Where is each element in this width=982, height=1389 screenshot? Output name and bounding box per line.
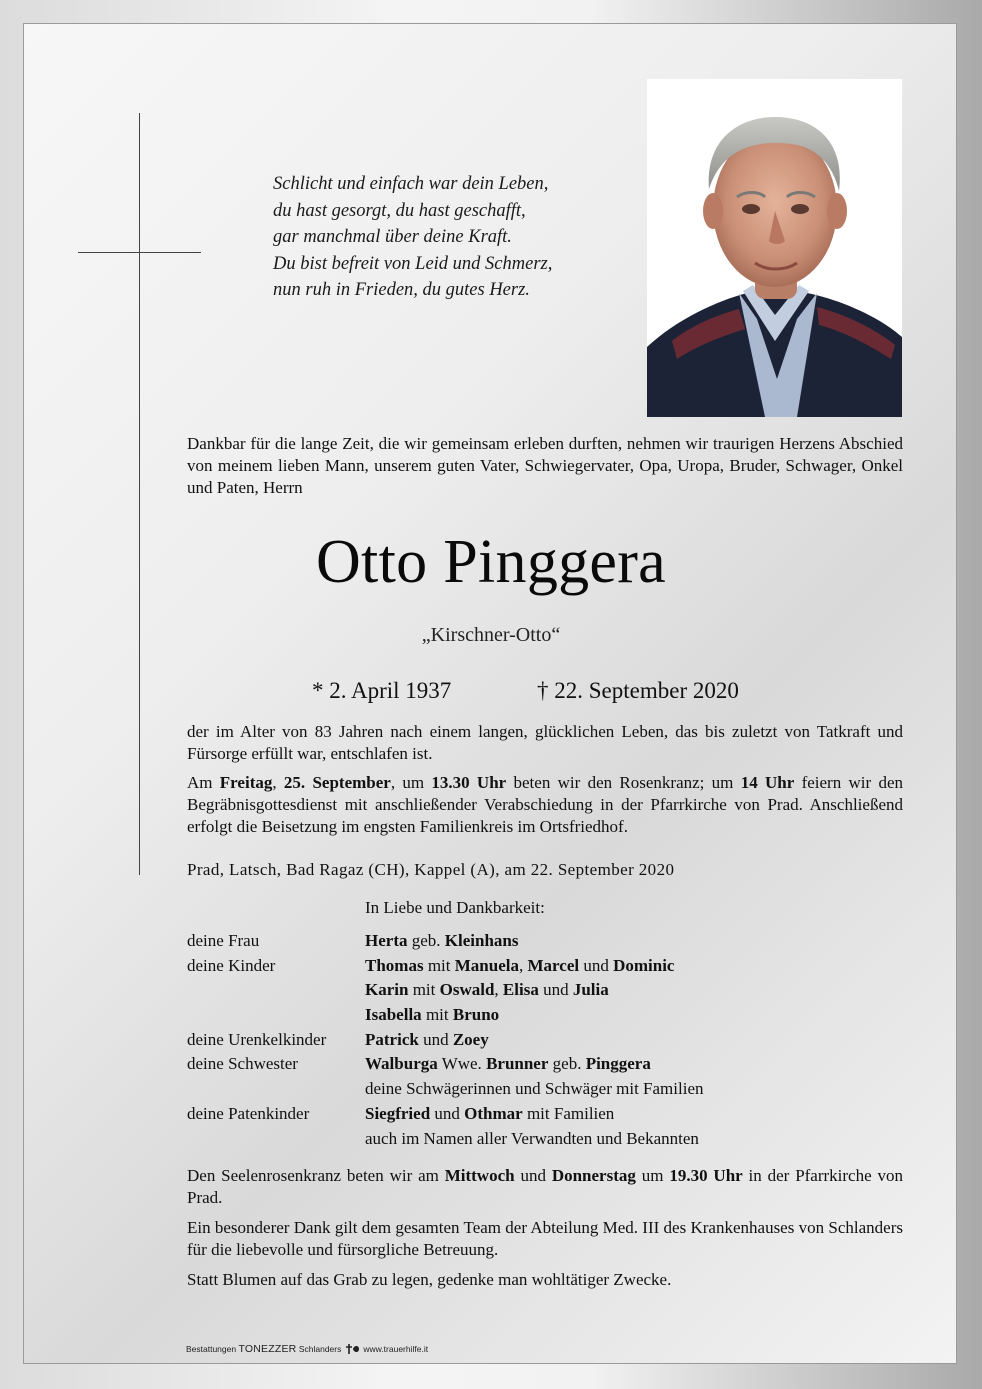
deceased-name: Otto Pinggera (315, 528, 667, 596)
rosary-time: 13.30 Uhr (431, 773, 507, 792)
nickname: „Kirschner-Otto“ (421, 624, 561, 646)
funeral-date: 25. September (283, 773, 391, 792)
relation-label: deine Schwester (187, 1054, 298, 1074)
family-names: auch im Namen aller Verwandten und Bekannten (365, 1128, 699, 1148)
footer (186, 1343, 428, 1355)
rosary-paragraph: Den Seelenrosenkranz beten wir am Mittwoch und Donnerstag um 19.30 Uhr in der Pfarrkirche von Prad. (187, 1166, 904, 1207)
family-names: Karin mit Oswald, Elisa und Julia (365, 980, 609, 1000)
family-names: Patrick und Zoey (365, 1029, 489, 1049)
poem-line: du hast gesorgt, du hast geschafft, (273, 200, 526, 221)
flowers-paragraph: Statt Blumen auf das Grab zu legen, gedenke man wohltätiger Zwecke. (187, 1270, 672, 1289)
footer-url[interactable]: www.trauerhilfe.it (363, 1344, 429, 1354)
intro-paragraph: Dankbar für die lange Zeit, die wir gemeinsam erleben durften, nehmen wir traurigen Herzens Abschied von meinem lieben Mann, unserem guten Vater, Schwiegervater, Opa, Uropa, Bruder, Schwager, Onkel und Paten, Herrn (187, 434, 903, 497)
portrait-illustration (647, 79, 902, 417)
family-names: Isabella mit Bruno (365, 1005, 500, 1025)
family-names: Thomas mit Manuela, Marcel und Dominic (365, 955, 675, 975)
age-paragraph: der im Alter von 83 Jahren nach einem langen, glücklichen Leben, das bis zuletzt von Tatkraft und Fürsorge erfüllt war, entschlafen ist. (187, 722, 903, 763)
birth-date: * 2. April 1937 (312, 678, 452, 703)
poem (273, 171, 552, 304)
family-names: Siegfried und Othmar mit Familien (365, 1103, 615, 1123)
death-date: † 22. September 2020 (537, 678, 739, 703)
family-names: Walburga Wwe. Brunner geb. Pinggera (365, 1054, 651, 1074)
poem-line: Du bist befreit von Leid und Schmerz, (273, 253, 553, 274)
funeral-day: Freitag (219, 773, 273, 792)
poem-line: Schlicht und einfach war dein Leben, (273, 174, 549, 194)
family-names: Herta geb. Kleinhans (365, 931, 519, 950)
in-love-line: In Liebe und Dankbarkeit: (365, 898, 545, 917)
cross-vertical (139, 113, 140, 875)
trauerhilfe-logo-icon (344, 1343, 360, 1355)
footer-company: Bestattungen TONEZZER Schlanders (186, 1343, 342, 1355)
relation-label: deine Patenkinder (187, 1103, 310, 1123)
service-time: 14 Uhr (740, 773, 795, 792)
relation-label: deine Kinder (187, 955, 276, 975)
portrait-photo (647, 79, 902, 417)
poem-line: gar manchmal über deine Kraft. (273, 227, 512, 248)
poem-line: nun ruh in Frieden, du gutes Herz. (273, 280, 530, 301)
funeral-paragraph: Am Freitag, 25. September, um 13.30 Uhr beten wir den Rosenkranz; um 14 Uhr feiern wir den Begräbnisgottesdienst mit anschließender Verabschiedung in der Pfarrkirche von Prad. Anschließend erfolgt die Beisetzung im engsten Familienkreis im Ortsfriedhof. (187, 773, 904, 836)
place-date: Prad, Latsch, Bad Ragaz (CH), Kappel (A), am 22. September 2020 (187, 860, 675, 879)
relation-label: deine Urenkelkinder (187, 1029, 327, 1049)
thanks-paragraph: Ein besonderer Dank gilt dem gesamten Team der Abteilung Med. III des Krankenhauses von Schlanders für die liebevolle und fürsorgliche Betreuung. (187, 1218, 903, 1259)
family-names: deine Schwägerinnen und Schwäger mit Familien (365, 1079, 704, 1099)
cross-horizontal (78, 252, 201, 253)
relation-label: deine Frau (187, 931, 260, 950)
